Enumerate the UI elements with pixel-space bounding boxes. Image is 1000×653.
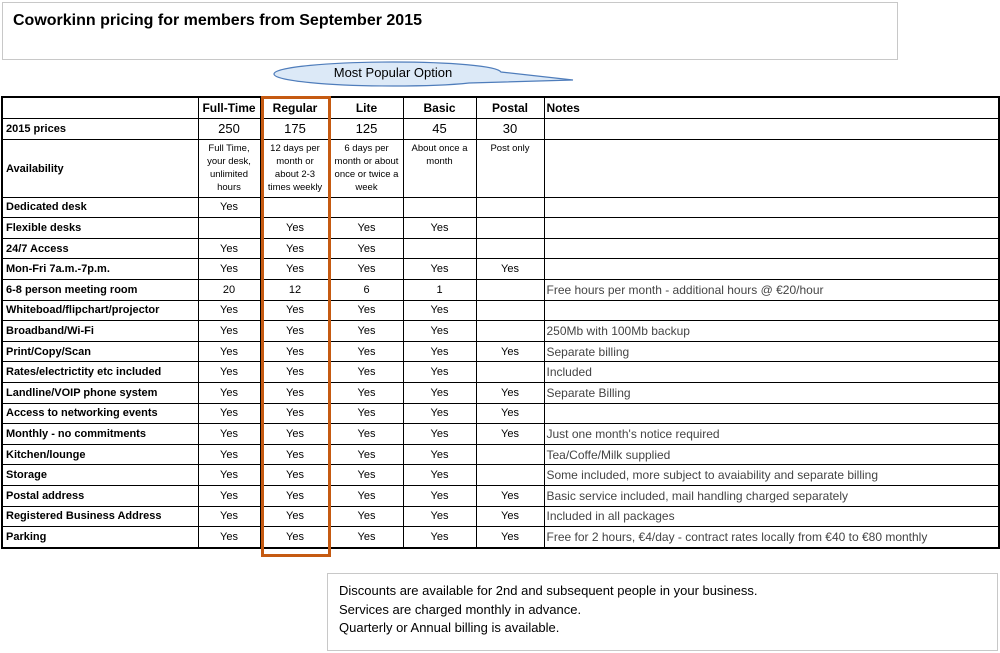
value-cell: Yes [403,527,476,548]
value-cell: Yes [330,382,403,403]
value-cell: Yes [476,259,544,280]
most-popular-callout [271,60,573,90]
footer-line: Discounts are available for 2nd and subsequent people in your business. [339,583,758,598]
value-cell: Yes [330,444,403,465]
row-label: Kitchen/lounge [2,444,198,465]
value-cell [403,238,476,259]
value-cell: Yes [330,465,403,486]
value-cell: Yes [476,403,544,424]
header-plan-basic: Basic [403,97,476,119]
value-cell: Yes [403,341,476,362]
value-cell: Yes [403,485,476,506]
availability-row [2,139,999,197]
note-cell: Included in all packages [544,506,999,527]
value-cell: Yes [198,197,260,218]
row-label: Print/Copy/Scan [2,341,198,362]
feature-row [2,238,999,259]
value-cell [476,444,544,465]
feature-row [2,197,999,218]
value-cell: Yes [198,403,260,424]
note-cell [544,119,999,140]
price-cell: 125 [330,119,403,140]
value-cell: 1 [403,279,476,300]
value-cell: Yes [198,382,260,403]
value-cell: Yes [403,465,476,486]
value-cell [476,321,544,342]
value-cell: Yes [198,506,260,527]
value-cell: Yes [476,341,544,362]
value-cell: Yes [403,321,476,342]
note-cell: Just one month's notice required [544,424,999,445]
header-plan-lite: Lite [330,97,403,119]
value-cell: Yes [260,506,330,527]
value-cell: Yes [403,218,476,239]
row-label: 24/7 Access [2,238,198,259]
feature-row [2,218,999,239]
row-label: Broadband/Wi-Fi [2,321,198,342]
value-cell: Yes [330,238,403,259]
value-cell [476,197,544,218]
value-cell [476,279,544,300]
row-label: Dedicated desk [2,197,198,218]
value-cell: Yes [330,403,403,424]
row-label: Landline/VOIP phone system [2,382,198,403]
value-cell [476,218,544,239]
value-cell: Yes [260,424,330,445]
value-cell [260,197,330,218]
value-cell: Yes [260,218,330,239]
value-cell: Yes [260,321,330,342]
value-cell: Yes [198,321,260,342]
value-cell: Yes [403,259,476,280]
availability-cell: 6 days per month or about once or twice a week [330,139,403,197]
feature-row [2,362,999,383]
footer-line: Quarterly or Annual billing is available. [339,620,560,635]
value-cell: Yes [260,382,330,403]
value-cell: Yes [198,362,260,383]
value-cell: Yes [476,527,544,548]
feature-row [2,279,999,300]
value-cell [198,218,260,239]
value-cell: Yes [198,465,260,486]
feature-row [2,382,999,403]
price-cell: 30 [476,119,544,140]
note-cell: Free for 2 hours, €4/day - contract rates locally from €40 to €80 monthly [544,527,999,548]
value-cell: Yes [260,465,330,486]
row-label: Access to networking events [2,403,198,424]
value-cell: 20 [198,279,260,300]
value-cell: Yes [403,403,476,424]
header-plan-full-time: Full-Time [198,97,260,119]
value-cell: Yes [403,362,476,383]
feature-row [2,424,999,445]
value-cell: Yes [260,444,330,465]
value-cell: Yes [476,506,544,527]
pricing-table [1,96,1000,549]
header-plan-postal: Postal [476,97,544,119]
value-cell: Yes [198,259,260,280]
title-box [2,2,898,60]
value-cell: Yes [403,382,476,403]
value-cell: Yes [476,424,544,445]
header-notes: Notes [544,97,999,119]
value-cell: Yes [260,485,330,506]
value-cell: Yes [403,300,476,321]
row-label: Availability [2,139,198,197]
note-cell [544,259,999,280]
value-cell: Yes [403,506,476,527]
note-cell: Tea/Coffe/Milk supplied [544,444,999,465]
value-cell: Yes [403,424,476,445]
header-corner [2,97,198,119]
note-cell: Separate Billing [544,382,999,403]
value-cell: Yes [330,321,403,342]
header-plan-regular: Regular [260,97,330,119]
row-label: Monthly - no commitments [2,424,198,445]
value-cell [330,197,403,218]
value-cell [476,238,544,259]
value-cell: Yes [260,527,330,548]
note-cell [544,197,999,218]
note-cell [544,218,999,239]
row-label: Mon-Fri 7a.m.-7p.m. [2,259,198,280]
feature-row [2,485,999,506]
footer-line: Services are charged monthly in advance. [339,601,582,617]
note-cell: Free hours per month - additional hours @ €20/hour [544,279,999,300]
value-cell: Yes [260,341,330,362]
value-cell [476,300,544,321]
callout-label: Most Popular Option [333,65,453,80]
price-cell: 250 [198,119,260,140]
value-cell: Yes [198,527,260,548]
value-cell: Yes [198,485,260,506]
value-cell: Yes [330,485,403,506]
note-cell [544,139,999,197]
prices-row [2,119,999,140]
row-label: Registered Business Address [2,506,198,527]
value-cell: Yes [198,424,260,445]
feature-row [2,341,999,362]
feature-row [2,403,999,424]
feature-row [2,300,999,321]
value-cell: Yes [330,259,403,280]
value-cell: Yes [330,362,403,383]
row-label: 6-8 person meeting room [2,279,198,300]
row-label: Postal address [2,485,198,506]
value-cell: Yes [330,424,403,445]
value-cell: Yes [403,444,476,465]
feature-row [2,527,999,548]
value-cell: Yes [330,506,403,527]
row-label: Whiteboad/flipchart/projector [2,300,198,321]
note-cell: Some included, more subject to avaiability and separate billing [544,465,999,486]
note-cell: 250Mb with 100Mb backup [544,321,999,342]
price-cell: 175 [260,119,330,140]
row-label: Parking [2,527,198,548]
value-cell: Yes [198,444,260,465]
value-cell: Yes [330,300,403,321]
value-cell: Yes [260,362,330,383]
row-label: Storage [2,465,198,486]
note-cell: Basic service included, mail handling charged separately [544,485,999,506]
value-cell: 6 [330,279,403,300]
feature-row [2,444,999,465]
value-cell [476,362,544,383]
feature-row [2,506,999,527]
note-cell [544,403,999,424]
availability-cell: 12 days per month or about 2-3 times weekly [260,139,330,197]
value-cell: Yes [260,403,330,424]
value-cell: Yes [260,238,330,259]
value-cell: Yes [476,485,544,506]
value-cell: Yes [260,300,330,321]
row-label: Flexible desks [2,218,198,239]
feature-row [2,465,999,486]
feature-row [2,259,999,280]
note-cell: Separate billing [544,341,999,362]
value-cell: Yes [198,238,260,259]
value-cell: Yes [330,218,403,239]
price-cell: 45 [403,119,476,140]
availability-cell: Post only [476,139,544,197]
availability-cell: About once a month [403,139,476,197]
page-title: Coworkinn pricing for members from September 2015 [13,12,422,29]
footer-notes-box [327,573,998,651]
value-cell: Yes [198,341,260,362]
value-cell: Yes [330,341,403,362]
availability-cell: Full Time, your desk, unlimited hours [198,139,260,197]
value-cell: Yes [476,382,544,403]
value-cell: Yes [260,259,330,280]
row-label: 2015 prices [2,119,198,140]
note-cell: Included [544,362,999,383]
value-cell [476,465,544,486]
row-label: Rates/electrictity etc included [2,362,198,383]
value-cell [403,197,476,218]
header-row [2,97,999,119]
note-cell [544,238,999,259]
feature-row [2,321,999,342]
value-cell: 12 [260,279,330,300]
value-cell: Yes [330,527,403,548]
value-cell: Yes [198,300,260,321]
note-cell [544,300,999,321]
